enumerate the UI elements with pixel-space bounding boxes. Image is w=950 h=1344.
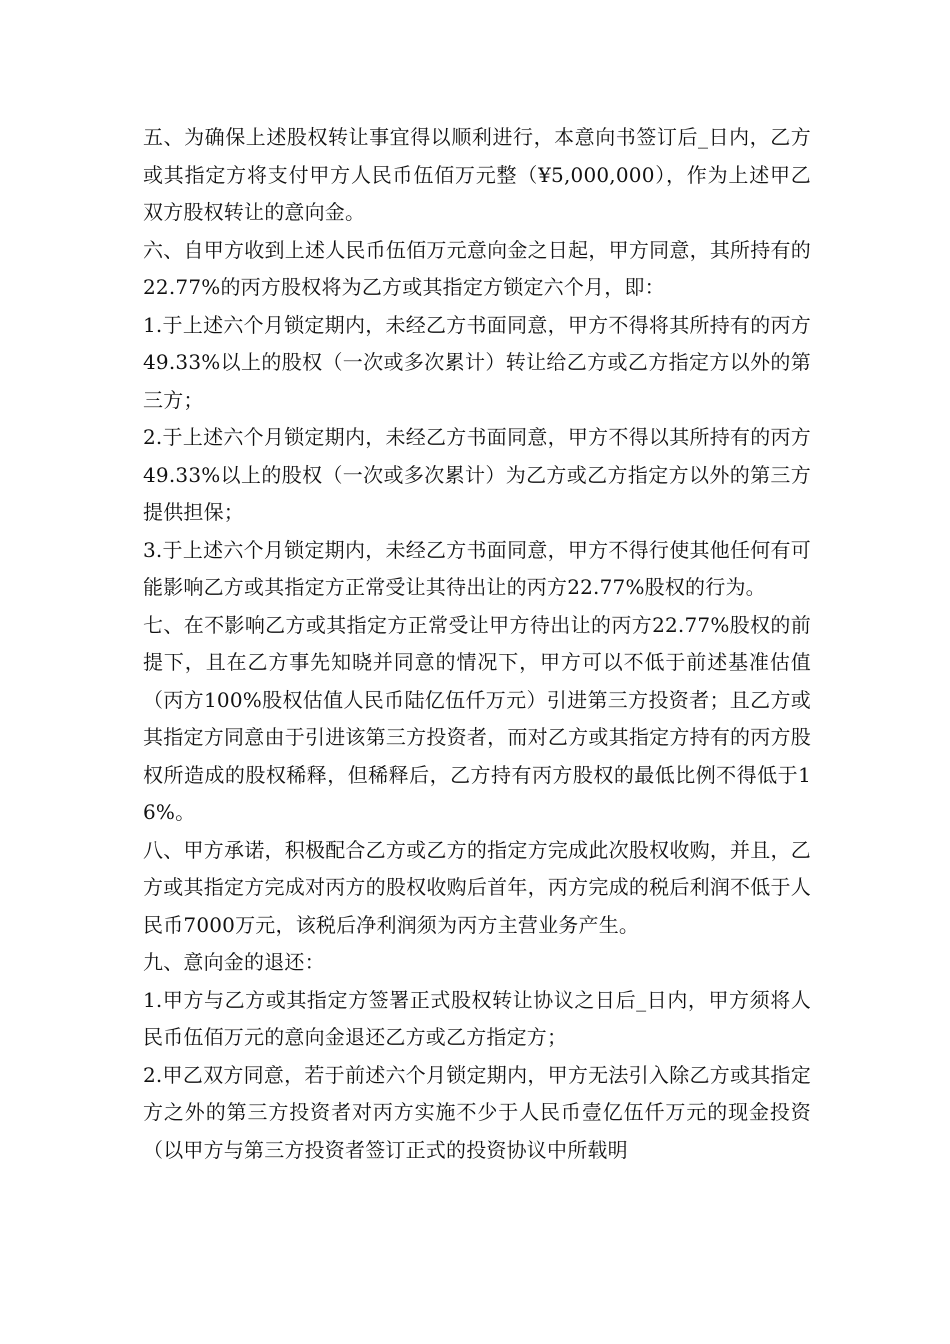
clause-9-item-2: 2.甲乙双方同意，若于前述六个月锁定期内，甲方无法引入除乙方或其指定方之外的第三方投资者对丙方实施不少于人民币壹亿伍仟万元的现金投资（以甲方与第三方投资者签订正式的投资协议中所载明 <box>143 1062 811 1162</box>
document-page <box>143 119 811 1169</box>
clause-8-paragraph: 八、甲方承诺，积极配合乙方或乙方的指定方完成此次股权收购，并且，乙方或其指定方完成对丙方的股权收购后首年，丙方完成的税后利润不低于人民币7000万元，该税后净利润须为丙方主营业务产生。 <box>143 837 811 937</box>
clause-6-item-1: 1.于上述六个月锁定期内，未经乙方书面同意，甲方不得将其所持有的丙方49.33%以上的股权（一次或多次累计）转让给乙方或乙方指定方以外的第三方； <box>143 312 811 412</box>
clause-6-item-2: 2.于上述六个月锁定期内，未经乙方书面同意，甲方不得以其所持有的丙方49.33%以上的股权（一次或多次累计）为乙方或乙方指定方以外的第三方提供担保； <box>143 425 811 524</box>
clause-5-paragraph: 五、为确保上述股权转让事宜得以顺利进行，本意向书签订后_日内，乙方或其指定方将支付甲方人民币伍佰万元整（¥5,000,000），作为上述甲乙双方股权转让的意向金。 <box>143 125 811 224</box>
clause-9-item-1: 1.甲方与乙方或其指定方签署正式股权转让协议之日后_日内，甲方须将人民币伍佰万元的意向金退还乙方或乙方指定方； <box>143 987 811 1049</box>
clause-9-heading: 九、意向金的退还： <box>143 950 325 974</box>
clause-6-paragraph: 六、自甲方收到上述人民币伍佰万元意向金之日起，甲方同意，其所持有的22.77%的丙方股权将为乙方或其指定方锁定六个月，即： <box>143 237 811 299</box>
clause-6-item-3: 3.于上述六个月锁定期内，未经乙方书面同意，甲方不得行使其他任何有可能影响乙方或其指定方正常受让其待出让的丙方22.77%股权的行为。 <box>143 537 811 599</box>
clause-7-paragraph: 七、在不影响乙方或其指定方正常受让甲方待出让的丙方22.77%股权的前提下，且在乙方事先知晓并同意的情况下，甲方可以不低于前述基准估值（丙方100%股权估值人民币陆亿伍仟万元）引进第三方投资者；且乙方或其指定方同意由于引进该第三方投资者，而对乙方或其指定方持有的丙方股权所造成的股权稀释，但稀释后，乙方持有丙方股权的最低比例不得低于16%。 <box>143 612 811 824</box>
